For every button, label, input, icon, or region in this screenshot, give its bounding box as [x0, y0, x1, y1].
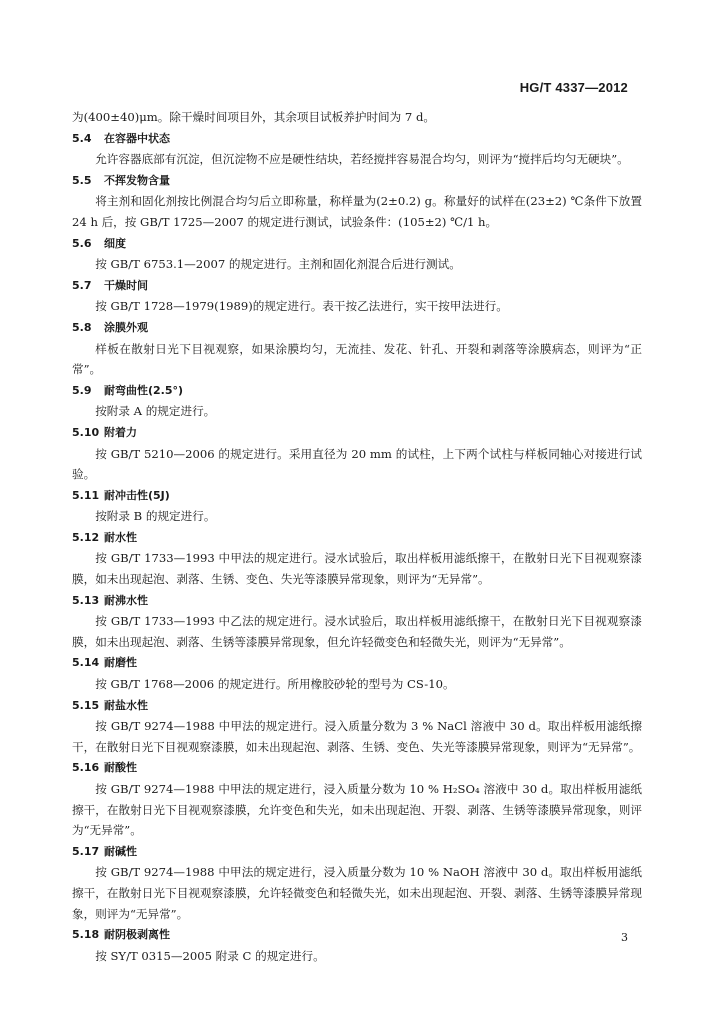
document-code: HG/T 4337—2012 [519, 80, 628, 95]
section-text: 按 GB/T 9274—1988 中甲法的规定进行，浸入质量分数为 10 % NaOH 溶液中 30 d。取出样板用滤纸擦干，在散射日光下目视观察漆膜，允许轻微变色和轻微失光，如未出现起泡、开裂、剥落、生锈等漆膜异常现象，则评为“无异常”。 [72, 865, 642, 921]
section-5-12 [72, 527, 642, 590]
section-heading [72, 275, 642, 297]
section-title: 耐磨性 [104, 656, 137, 670]
section-text: 允许容器底部有沉淀，但沉淀物不应是硬性结块，若经搅拌容易混合均匀，则评为“搅拌后均匀无硬块”。 [95, 152, 629, 167]
section-heading [72, 422, 642, 444]
section-text: 样板在散射日光下目视观察，如果涂膜均匀，无流挂、发花、针孔、开裂和剥落等涂膜病态，则评为“正常”。 [72, 341, 642, 377]
section-title: 在容器中状态 [104, 131, 170, 145]
section-text: 按 GB/T 1768—2006 的规定进行。所用橡胶砂轮的型号为 CS-10。 [95, 677, 455, 692]
section-text: 按 GB/T 9274—1988 中甲法的规定进行，浸入质量分数为 10 % H₂SO₄ 溶液中 30 d。取出样板用滤纸擦干，在散射日光下目视观察漆膜，允许变色和失光，如未出现起泡、开裂、剥落、生锈等漆膜异常现象，则评为“无异常”。 [72, 782, 642, 838]
section-text: 按 GB/T 9274—1988 中甲法的规定进行。浸入质量分数为 3 % NaCl 溶液中 30 d。取出样板用滤纸擦干，在散射日光下目视观察漆膜，如未出现起泡、剥落、生锈、变色、失光等漆膜异常现象，则评为“无异常”。 [72, 719, 642, 754]
section-5-15 [72, 695, 642, 758]
section-number: 5.17 [72, 844, 100, 858]
section-title: 耐碱性 [104, 844, 137, 858]
section-title: 耐酸性 [104, 761, 137, 775]
section-number: 5.10 [72, 425, 100, 439]
section-number: 5.6 [72, 236, 92, 250]
section-5-4 [72, 128, 642, 170]
section-5-9 [72, 380, 642, 422]
section-number: 5.4 [72, 131, 92, 145]
section-title: 涂膜外观 [104, 320, 148, 334]
section-5-11 [72, 485, 642, 527]
page-number: 3 [621, 931, 628, 944]
section-heading [72, 924, 642, 946]
section-number: 5.18 [72, 928, 100, 942]
section-text: 将主剂和固化剂按比例混合均匀后立即称量，称样量为(2±0.2) g。称量好的试样在(23±2) ℃条件下放置 24 h 后，按 GB/T 1725—2007 的规定进行测试，试验条件：(105±2) ℃/1 h。 [72, 194, 642, 229]
section-text: 按附录 A 的规定进行。 [95, 404, 216, 419]
section-5-7 [72, 275, 642, 317]
section-number: 5.11 [72, 488, 100, 502]
section-5-10 [72, 422, 642, 485]
section-heading [72, 590, 642, 612]
section-heading [72, 128, 642, 150]
section-5-5 [72, 170, 642, 233]
section-title: 耐冲击性(5J) [104, 488, 170, 502]
section-text: 按 GB/T 6753.1—2007 的规定进行。主剂和固化剂混合后进行测试。 [95, 257, 461, 272]
section-5-16 [72, 757, 642, 840]
section-title: 耐弯曲性(2.5°) [104, 383, 184, 397]
section-title: 干燥时间 [104, 278, 148, 292]
section-number: 5.14 [72, 656, 100, 670]
section-title: 不挥发物含量 [104, 173, 170, 187]
section-heading [72, 317, 642, 339]
section-title: 耐沸水性 [104, 593, 148, 607]
section-heading [72, 695, 642, 717]
section-text: 按 GB/T 1728—1979(1989)的规定进行。表干按乙法进行，实干按甲法进行。 [95, 299, 508, 314]
section-5-17 [72, 841, 642, 924]
section-text: 按 GB/T 1733—1993 中甲法的规定进行。浸水试验后，取出样板用滤纸擦干，在散射日光下目视观察漆膜，如未出现起泡、剥落、生锈、变色、失光等漆膜异常现象，则评为“无异常”。 [72, 551, 642, 587]
section-number: 5.8 [72, 320, 92, 334]
section-5-8 [72, 317, 642, 380]
section-text: 按 GB/T 5210—2006 的规定进行。采用直径为 20 mm 的试柱，上下两个试柱与样板同轴心对接进行试验。 [72, 446, 642, 482]
section-number: 5.9 [72, 383, 92, 397]
section-heading [72, 233, 642, 255]
section-number: 5.13 [72, 593, 100, 607]
section-number: 5.7 [72, 278, 92, 292]
document-body [72, 107, 642, 966]
section-5-18 [72, 924, 642, 966]
section-text: 按 SY/T 0315—2005 附录 C 的规定进行。 [95, 948, 325, 963]
section-heading [72, 485, 642, 507]
section-heading [72, 757, 642, 779]
section-title: 耐阴极剥离性 [104, 928, 170, 942]
section-title: 耐水性 [104, 530, 137, 544]
section-title: 耐盐水性 [104, 698, 148, 712]
section-heading [72, 380, 642, 402]
section-number: 5.5 [72, 173, 92, 187]
section-title: 附着力 [104, 425, 137, 439]
section-text: 按附录 B 的规定进行。 [95, 509, 216, 524]
section-5-6 [72, 233, 642, 275]
section-text: 按 GB/T 1733—1993 中乙法的规定进行。浸水试验后，取出样板用滤纸擦干，在散射日光下目视观察漆膜，如未出现起泡、剥落、生锈等漆膜异常现象，但允许轻微变色和轻微失光，则评为“无异常”。 [72, 614, 642, 649]
section-5-14 [72, 652, 642, 694]
section-number: 5.16 [72, 761, 100, 775]
section-heading [72, 527, 642, 549]
section-number: 5.15 [72, 698, 100, 712]
section-title: 细度 [104, 236, 126, 250]
section-number: 5.12 [72, 530, 100, 544]
section-heading [72, 841, 642, 863]
section-heading [72, 170, 642, 192]
section-5-13 [72, 590, 642, 653]
section-heading [72, 652, 642, 674]
intro-paragraph: 为(400±40)μm。除干燥时间项目外，其余项目试板养护时间为 7 d。 [72, 110, 435, 124]
